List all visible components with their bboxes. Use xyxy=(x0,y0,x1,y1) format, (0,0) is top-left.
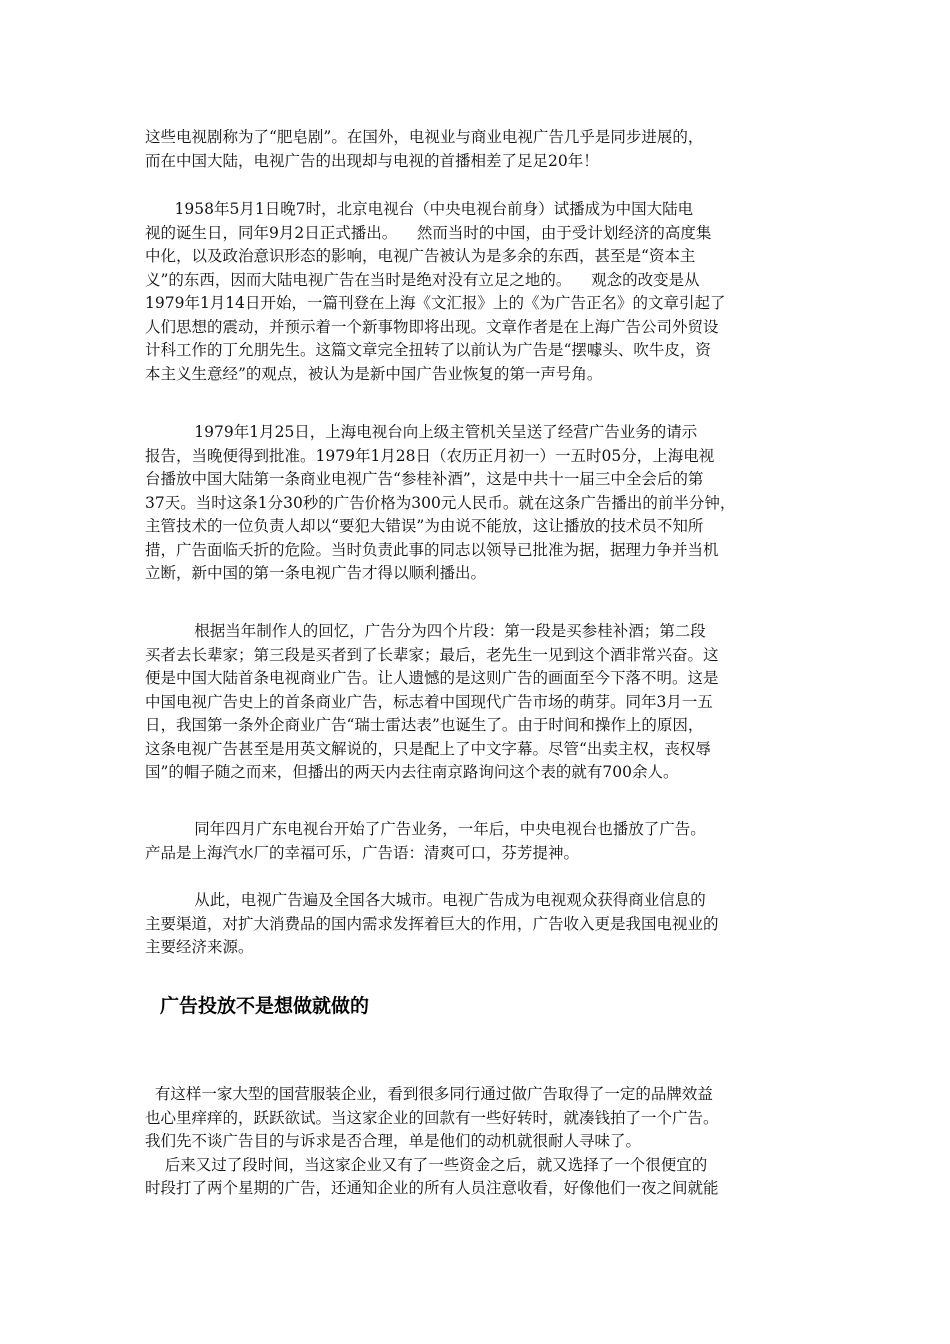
text-line: 台播放中国大陆第一条商业电视广告“参桂补酒”，这是中共十一届三中全会后的第 xyxy=(145,470,704,488)
text-line: 后来又过了段时间，当这家企业又有了一些资金之后，就又选择了一个很便宜的 xyxy=(145,1155,708,1174)
text-line: 有这样一家大型的国营服装企业，看到很多同行通过做广告取得了一定的品牌效益 xyxy=(145,1085,713,1103)
text-line: 这些电视剧称为了“肥皂剧”。在国外，电视业与商业电视广告几乎是同步进展的， xyxy=(145,128,704,146)
text-line: 从此，电视广告遍及全国各大城市。电视广告成为电视观众获得商业信息的 xyxy=(145,891,706,909)
paragraph-clothing-company xyxy=(145,1083,810,1201)
text-line: 1958年5月1日晚7时，北京电视台（中央电视台前身）试播成为中国大陆电 xyxy=(145,200,694,218)
paragraph-guangdong-tv xyxy=(145,818,810,865)
text-line: 买者去长辈家；第三段是买者到了长辈家；最后，老先生一见到这个酒非常兴奋。这 xyxy=(145,645,719,664)
section-heading: 广告投放不是想做就做的 xyxy=(160,995,370,1017)
text-line: 义”的东西，因而大陆电视广告在当时是绝对没有立足之地的。 观念的改变是从 xyxy=(145,270,700,289)
text-line: 产品是上海汽水厂的幸福可乐，广告语：清爽可口，芬芳提神。 xyxy=(145,843,580,862)
text-line: 主管技术的一位负责人却以“要犯大错误”为由说不能放，这让播放的技术员不知所 xyxy=(145,517,704,535)
text-line: 计科工作的丁允朋先生。这篇文章完全扭转了以前认为广告是“摆噱头、吹牛皮，资 xyxy=(145,341,711,359)
paragraph-tv-history-1958 xyxy=(145,198,810,386)
text-line: 时段打了两个星期的广告，还通知企业的所有人员注意收看，好像他们一夜之间就能 xyxy=(145,1179,719,1197)
text-line: 视的诞生日，同年9月2日正式播出。 然而当时的中国，由于受计划经济的高度集 xyxy=(145,223,712,242)
paragraph-soap-opera xyxy=(145,126,810,173)
text-line: 中化，以及政治意识形态的影响，电视广告被认为是多余的东西，甚至是“资本主 xyxy=(145,247,696,265)
text-line: 便是中国大陆首条电视商业广告。让人遗憾的是这则广告的画面至今下落不明。这是 xyxy=(145,669,719,687)
text-line: 中国电视广告史上的首条商业广告，标志着中国现代广告市场的萌芽。同年3月一五 xyxy=(145,692,713,711)
text-line: 1979年1月14日开始，一篇刊登在上海《文汇报》上的《为广告正名》的文章引起了 xyxy=(145,294,726,312)
paragraph-first-commercial xyxy=(145,421,810,586)
text-line: 也心里痒痒的，跃跃欲试。当这家企业的回款有一些好转时，就凑钱拍了一个广告。 xyxy=(145,1108,719,1127)
text-line: 而在中国大陆，电视广告的出现却与电视的首播相差了足足20年！ xyxy=(145,151,599,170)
paragraph-tv-ads-spread xyxy=(145,889,810,960)
text-line: 1979年1月25日，上海电视台向上级主管机关呈送了经营广告业务的请示 xyxy=(145,423,698,441)
text-line: 立断，新中国的第一条电视广告才得以顺利播出。 xyxy=(145,564,487,582)
text-line: 人们思想的震动，并预示着一个新事物即将出现。文章作者是在上海广告公司外贸设 xyxy=(145,317,719,336)
text-line: 日，我国第一条外企商业广告“瑞士雷达表”也诞生了。由于时间和操作上的原因， xyxy=(145,716,704,734)
text-line: 本主义生意经”的观点，被认为是新中国广告业恢复的第一声号角。 xyxy=(145,364,603,383)
text-line: 措，广告面临夭折的危险。当时负责此事的同志以领导已批准为据，据理力争并当机 xyxy=(145,540,719,559)
paragraph-ad-segments xyxy=(145,620,810,785)
text-line: 主要渠道，对扩大消费品的国内需求发挥着巨大的作用，广告收入更是我国电视业的 xyxy=(145,914,719,933)
text-line: 这条电视广告甚至是用英文解说的，只是配上了中文字幕。尽管“出卖主权，丧权辱 xyxy=(145,739,711,758)
text-line: 国”的帽子随之而来，但播出的两天内去往南京路询问这个表的就有700余人。 xyxy=(145,763,679,781)
text-line: 报告，当晚便得到批准。1979年1月28日（农历正月初一）一五时05分，上海电视 xyxy=(145,446,715,465)
text-line: 同年四月广东电视台开始了广告业务，一年后，中央电视台也播放了广告。 xyxy=(145,820,706,838)
text-line: 37天。当时这条1分30秒的广告价格为300元人民币。就在这条广告播出的前半分钟， xyxy=(145,493,736,512)
text-line: 根据当年制作人的回忆，广告分为四个片段：第一段是买参桂补酒；第二段 xyxy=(145,622,706,640)
text-line: 主要经济来源。 xyxy=(145,938,254,956)
text-line: 我们先不谈广告目的与诉求是否合理，单是他们的动机就很耐人寻味了。 xyxy=(145,1132,642,1150)
